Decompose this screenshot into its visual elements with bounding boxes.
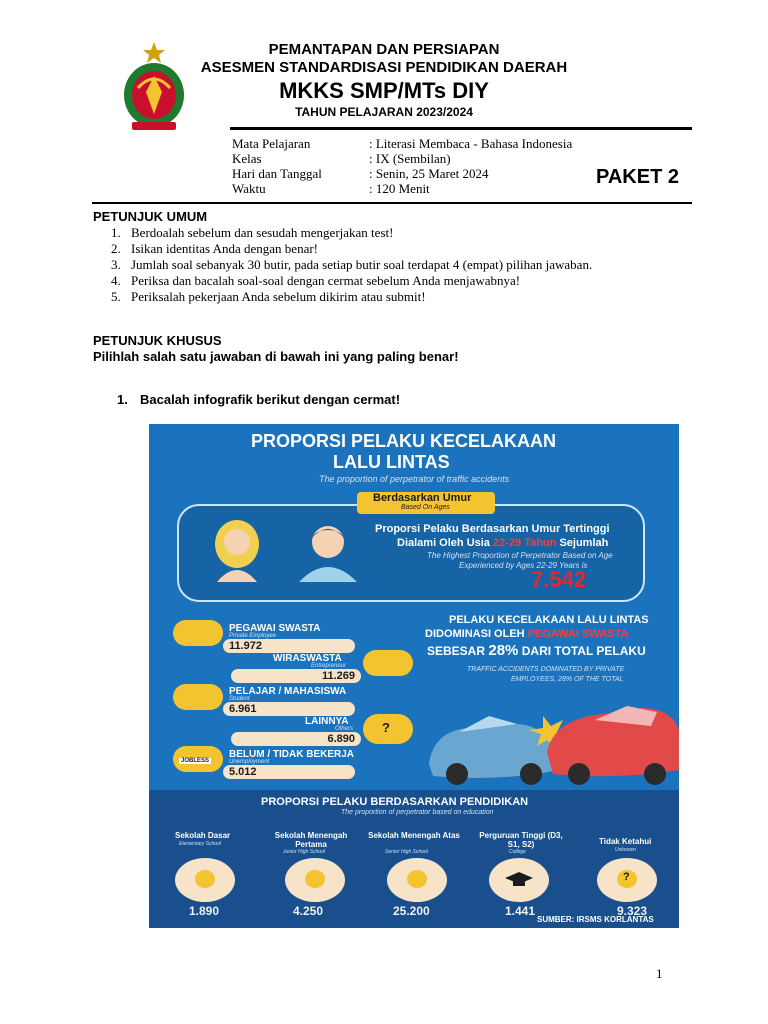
identity-row [232, 166, 612, 181]
identity-value: : Literasi Membaca - Bahasa Indonesia [369, 136, 573, 151]
job-value-bar: 11.269 [231, 669, 361, 683]
header-year: TAHUN PELAJARAN 2023/2024 [295, 105, 473, 119]
person-female-icon [211, 518, 263, 582]
dominated-line-1: PELAKU KECELAKAAN LALU LINTAS [449, 614, 649, 626]
identity-label: Hari dan Tanggal [232, 166, 322, 181]
general-rules-list [111, 225, 617, 305]
question-text: Bacalah infografik berikut dengan cermat! [140, 392, 401, 407]
age-tag-sub: Based On Ages [401, 504, 450, 511]
person-male-icon [295, 518, 361, 582]
job-label: WIRASWASTA [273, 653, 342, 664]
elementary-cap-inner [195, 870, 215, 888]
job-label: PELAJAR / MAHASISWA [229, 686, 347, 697]
question-mark-glyph: ? [382, 720, 390, 735]
job-label: PEGAWAI SWASTA [229, 623, 321, 634]
identity-label: Mata Pelajaran [232, 136, 311, 151]
job-label: LAINNYA [305, 716, 349, 727]
edu-label: Sekolah Dasar [175, 831, 231, 840]
identity-label: Waktu [232, 181, 266, 196]
info-subtitle: The proportion of perpetrator of traffic accidents [319, 474, 510, 484]
edu-sub: Elementary School [179, 841, 221, 847]
edu-value: 9.323 [617, 904, 648, 918]
edu-sub: Junior High School [283, 849, 325, 855]
edu-value: 25.200 [393, 904, 430, 918]
source-note: SUMBER: IRSMS KORLANTAS [537, 915, 654, 924]
dominated-en-2: EMPLOYEES, 28% OF THE TOTAL [511, 676, 624, 683]
job-sub: Others [335, 726, 354, 732]
job-sub: Student [229, 696, 250, 702]
age-tag-label: Berdasarkan Umur [373, 492, 472, 504]
dominated-en-1: TRAFFIC ACCIDENTS DOMINATED BY PRIVATE [467, 666, 625, 673]
job-sub: Entrepreneur [311, 663, 347, 669]
identity-table [232, 136, 612, 196]
entrepreneur-icon [363, 650, 413, 676]
job-value-bar: 11.972 [223, 639, 355, 653]
identity-value: : 120 Menit [369, 181, 430, 196]
list-item: 1. Berdoalah sebelum dan sesudah mengerjakan test! [111, 225, 394, 240]
edu-label: Perguruan Tinggi (D3, S1, S2) [479, 831, 563, 849]
job-sub: Private Employee [229, 633, 277, 639]
crash-cars-illustration [419, 690, 679, 790]
special-instruction: Pilihlah salah satu jawaban di bawah ini yang paling benar! [93, 349, 459, 364]
edu-title: PROPORSI PELAKU BERDASARKAN PENDIDIKAN [261, 796, 529, 808]
edu-value: 1.890 [189, 904, 220, 918]
identity-value: : IX (Sembilan) [369, 151, 451, 166]
employee-icon [173, 620, 223, 646]
list-item: 2. Isikan identitas Anda dengan benar! [111, 241, 318, 256]
question-number: 1. [117, 392, 128, 407]
dominated-line-2: DIDOMINASI OLEH PEGAWAI SWASTA [425, 628, 629, 640]
list-item: 4. Periksa dan bacalah soal-soal dengan cermat sebelum Anda menjawabnya! [111, 273, 521, 288]
age-en-1: The Highest Proportion of Perpetrator Based on Age [427, 551, 613, 560]
identity-value: : Senin, 25 Maret 2024 [369, 166, 489, 181]
special-heading: PETUNJUK KHUSUS [93, 333, 222, 348]
general-heading: PETUNJUK UMUM [93, 209, 208, 224]
header-rule-bottom [92, 202, 692, 204]
unknown-question-glyph: ? [623, 871, 630, 883]
identity-row [232, 181, 612, 196]
list-item: 5. Periksalah pekerjaan Anda sebelum dikirim atau submit! [111, 289, 426, 304]
edu-label: Tidak Ketahui [599, 837, 652, 846]
job-value-bar: 5.012 [223, 765, 355, 779]
edu-value: 4.250 [293, 904, 324, 918]
edu-sub: College [509, 849, 526, 855]
edu-value: 1.441 [505, 904, 536, 918]
edu-label: Sekolah Menengah Atas [368, 831, 460, 840]
jobless-badge: JOBLESS [181, 758, 210, 764]
edu-subtitle: The proportion of perpetrator based on education [341, 809, 494, 816]
edu-sub: Senior High School [385, 849, 428, 855]
graduation-cap-glyph [505, 870, 533, 888]
age-line-1: Proporsi Pelaku Berdasarkan Umur Tertinggi [375, 523, 610, 535]
job-value-bar: 6.961 [223, 702, 355, 716]
edu-label: Sekolah Menengah Pertama [274, 831, 348, 849]
info-title-1: PROPORSI PELAKU KECELAKAAN [251, 431, 557, 451]
identity-row [232, 151, 612, 166]
age-line-2: Dialami Oleh Usia 22-29 Tahun Sejumlah [397, 537, 609, 549]
infographic [143, 424, 679, 928]
list-item: 3. Jumlah soal sebanyak 30 butir, pada setiap butir soal terdapat 4 (empat) pilihan jawaban. [111, 257, 593, 272]
age-en-2: Experienced by Ages 22-29 Years is [459, 561, 588, 570]
senior-cap-inner [407, 870, 427, 888]
junior-cap-inner [305, 870, 325, 888]
job-sub: Unemployment [229, 759, 270, 765]
header-line-2: ASESMEN STANDARDISASI PENDIDIKAN DAERAH [200, 59, 568, 76]
job-label: BELUM / TIDAK BEKERJA [229, 749, 355, 760]
page-number: 1 [656, 966, 663, 981]
paket-label: PAKET 2 [596, 166, 679, 188]
student-icon [173, 684, 223, 710]
edu-sub: Unknown [615, 847, 636, 853]
header-rule-top [230, 127, 692, 130]
info-title-2: LALU LINTAS [333, 452, 450, 472]
job-value-bar: 6.890 [231, 732, 361, 746]
age-total: 7.542 [531, 567, 587, 592]
dominated-line-3: SEBESAR 28% DARI TOTAL PELAKU [427, 642, 646, 659]
identity-row [232, 136, 612, 151]
identity-label: Kelas [232, 151, 262, 166]
header-title: MKKS SMP/MTs DIY [279, 78, 489, 103]
header-line-1: PEMANTAPAN DAN PERSIAPAN [268, 41, 500, 58]
